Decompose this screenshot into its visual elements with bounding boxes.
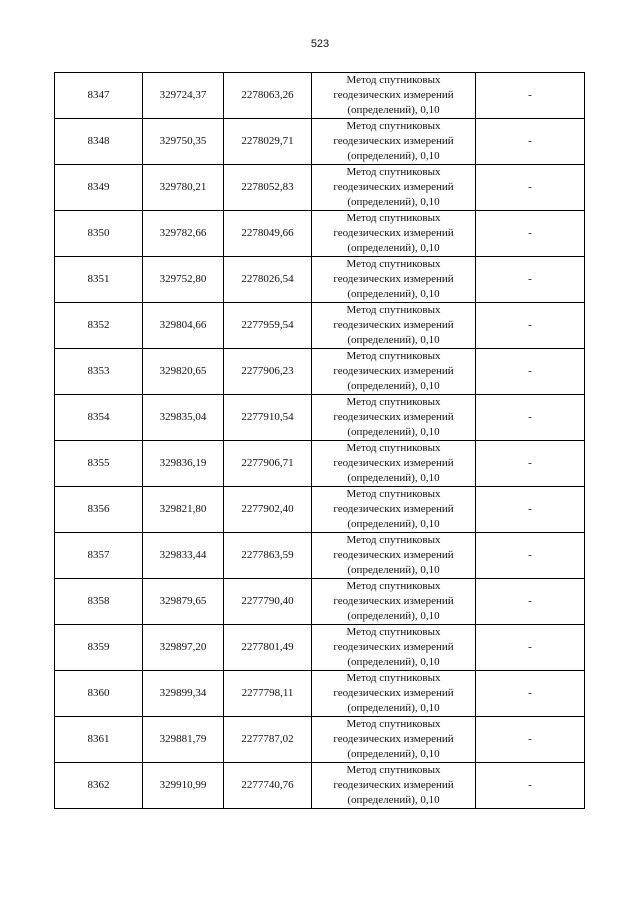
table-row <box>55 717 585 763</box>
x-coordinate-cell: 329724,37 <box>143 73 224 119</box>
note-cell: - <box>476 165 585 211</box>
method-cell <box>312 487 476 533</box>
point-number-cell: 8349 <box>55 165 143 211</box>
note-cell: - <box>476 441 585 487</box>
point-number-cell: 8352 <box>55 303 143 349</box>
table-row <box>55 487 585 533</box>
coordinates-table-body <box>55 73 585 809</box>
note-cell: - <box>476 119 585 165</box>
method-line: геодезических измерений <box>333 365 454 377</box>
point-number-cell: 8362 <box>55 763 143 809</box>
note-cell: - <box>476 763 585 809</box>
method-line: Метод спутниковых <box>346 534 441 546</box>
y-coordinate-cell: 2278049,66 <box>224 211 312 257</box>
method-line: геодезических измерений <box>333 641 454 653</box>
y-coordinate-cell: 2277902,40 <box>224 487 312 533</box>
table-row <box>55 211 585 257</box>
note-cell: - <box>476 717 585 763</box>
note-cell: - <box>476 73 585 119</box>
y-coordinate-cell: 2278026,54 <box>224 257 312 303</box>
method-line: (определений), 0,10 <box>347 242 440 254</box>
y-coordinate-cell: 2277790,40 <box>224 579 312 625</box>
x-coordinate-cell: 329782,66 <box>143 211 224 257</box>
table-row <box>55 73 585 119</box>
x-coordinate-cell: 329899,34 <box>143 671 224 717</box>
y-coordinate-cell: 2277906,71 <box>224 441 312 487</box>
method-line: (определений), 0,10 <box>347 794 440 806</box>
method-cell <box>312 625 476 671</box>
method-line: геодезических измерений <box>333 779 454 791</box>
method-line: Метод спутниковых <box>346 258 441 270</box>
method-cell <box>312 349 476 395</box>
point-number-cell: 8360 <box>55 671 143 717</box>
x-coordinate-cell: 329804,66 <box>143 303 224 349</box>
table-row <box>55 349 585 395</box>
method-line: геодезических измерений <box>333 595 454 607</box>
x-coordinate-cell: 329820,65 <box>143 349 224 395</box>
point-number-cell: 8358 <box>55 579 143 625</box>
y-coordinate-cell: 2278063,26 <box>224 73 312 119</box>
table-row <box>55 441 585 487</box>
y-coordinate-cell: 2277740,76 <box>224 763 312 809</box>
point-number-cell: 8354 <box>55 395 143 441</box>
note-cell: - <box>476 395 585 441</box>
point-number-cell: 8361 <box>55 717 143 763</box>
point-number-cell: 8348 <box>55 119 143 165</box>
x-coordinate-cell: 329879,65 <box>143 579 224 625</box>
method-line: (определений), 0,10 <box>347 334 440 346</box>
method-line: Метод спутниковых <box>346 488 441 500</box>
method-line: (определений), 0,10 <box>347 518 440 530</box>
y-coordinate-cell: 2278029,71 <box>224 119 312 165</box>
method-line: (определений), 0,10 <box>347 426 440 438</box>
y-coordinate-cell: 2277787,02 <box>224 717 312 763</box>
note-cell: - <box>476 349 585 395</box>
page-number: 523 <box>310 38 330 50</box>
y-coordinate-cell: 2277863,59 <box>224 533 312 579</box>
point-number-cell: 8347 <box>55 73 143 119</box>
method-line: Метод спутниковых <box>346 166 441 178</box>
method-line: геодезических измерений <box>333 733 454 745</box>
method-line: геодезических измерений <box>333 549 454 561</box>
method-line: Метод спутниковых <box>346 396 441 408</box>
y-coordinate-cell: 2277906,23 <box>224 349 312 395</box>
point-number-cell: 8351 <box>55 257 143 303</box>
table-row <box>55 579 585 625</box>
table-row <box>55 533 585 579</box>
method-line: (определений), 0,10 <box>347 656 440 668</box>
method-line: Метод спутниковых <box>346 580 441 592</box>
table-row <box>55 257 585 303</box>
method-cell <box>312 165 476 211</box>
method-line: Метод спутниковых <box>346 764 441 776</box>
method-line: геодезических измерений <box>333 411 454 423</box>
method-cell <box>312 533 476 579</box>
method-line: геодезических измерений <box>333 457 454 469</box>
method-line: геодезических измерений <box>333 89 454 101</box>
method-line: Метод спутниковых <box>346 672 441 684</box>
y-coordinate-cell: 2277798,11 <box>224 671 312 717</box>
table-row <box>55 303 585 349</box>
x-coordinate-cell: 329835,04 <box>143 395 224 441</box>
note-cell: - <box>476 579 585 625</box>
x-coordinate-cell: 329833,44 <box>143 533 224 579</box>
point-number-cell: 8353 <box>55 349 143 395</box>
method-line: (определений), 0,10 <box>347 748 440 760</box>
coordinates-table <box>54 72 585 809</box>
x-coordinate-cell: 329780,21 <box>143 165 224 211</box>
method-line: Метод спутниковых <box>346 626 441 638</box>
x-coordinate-cell: 329821,80 <box>143 487 224 533</box>
x-coordinate-cell: 329836,19 <box>143 441 224 487</box>
x-coordinate-cell: 329910,99 <box>143 763 224 809</box>
note-cell: - <box>476 533 585 579</box>
table-row <box>55 625 585 671</box>
point-number-cell: 8356 <box>55 487 143 533</box>
method-line: (определений), 0,10 <box>347 288 440 300</box>
method-cell <box>312 119 476 165</box>
note-cell: - <box>476 211 585 257</box>
method-cell <box>312 441 476 487</box>
method-cell <box>312 303 476 349</box>
method-line: геодезических измерений <box>333 227 454 239</box>
point-number-cell: 8359 <box>55 625 143 671</box>
method-line: геодезических измерений <box>333 273 454 285</box>
table-row <box>55 395 585 441</box>
method-line: геодезических измерений <box>333 135 454 147</box>
table-row <box>55 165 585 211</box>
x-coordinate-cell: 329881,79 <box>143 717 224 763</box>
table-row <box>55 763 585 809</box>
point-number-cell: 8355 <box>55 441 143 487</box>
method-line: геодезических измерений <box>333 181 454 193</box>
note-cell: - <box>476 671 585 717</box>
method-cell <box>312 717 476 763</box>
x-coordinate-cell: 329752,80 <box>143 257 224 303</box>
method-cell <box>312 257 476 303</box>
method-cell <box>312 579 476 625</box>
method-line: (определений), 0,10 <box>347 150 440 162</box>
y-coordinate-cell: 2277959,54 <box>224 303 312 349</box>
note-cell: - <box>476 625 585 671</box>
table-row <box>55 119 585 165</box>
method-line: Метод спутниковых <box>346 718 441 730</box>
method-line: геодезических измерений <box>333 687 454 699</box>
method-line: (определений), 0,10 <box>347 104 440 116</box>
note-cell: - <box>476 487 585 533</box>
method-line: геодезических измерений <box>333 319 454 331</box>
x-coordinate-cell: 329897,20 <box>143 625 224 671</box>
method-cell <box>312 395 476 441</box>
method-line: (определений), 0,10 <box>347 564 440 576</box>
y-coordinate-cell: 2278052,83 <box>224 165 312 211</box>
x-coordinate-cell: 329750,35 <box>143 119 224 165</box>
method-line: (определений), 0,10 <box>347 196 440 208</box>
method-line: Метод спутниковых <box>346 74 441 86</box>
method-line: Метод спутниковых <box>346 120 441 132</box>
note-cell: - <box>476 303 585 349</box>
method-cell <box>312 671 476 717</box>
method-line: Метод спутниковых <box>346 442 441 454</box>
point-number-cell: 8350 <box>55 211 143 257</box>
y-coordinate-cell: 2277910,54 <box>224 395 312 441</box>
y-coordinate-cell: 2277801,49 <box>224 625 312 671</box>
method-cell <box>312 73 476 119</box>
method-cell <box>312 763 476 809</box>
method-cell <box>312 211 476 257</box>
method-line: Метод спутниковых <box>346 304 441 316</box>
method-line: Метод спутниковых <box>346 350 441 362</box>
note-cell: - <box>476 257 585 303</box>
method-line: Метод спутниковых <box>346 212 441 224</box>
method-line: (определений), 0,10 <box>347 472 440 484</box>
method-line: (определений), 0,10 <box>347 380 440 392</box>
table-row <box>55 671 585 717</box>
method-line: (определений), 0,10 <box>347 610 440 622</box>
method-line: (определений), 0,10 <box>347 702 440 714</box>
method-line: геодезических измерений <box>333 503 454 515</box>
point-number-cell: 8357 <box>55 533 143 579</box>
